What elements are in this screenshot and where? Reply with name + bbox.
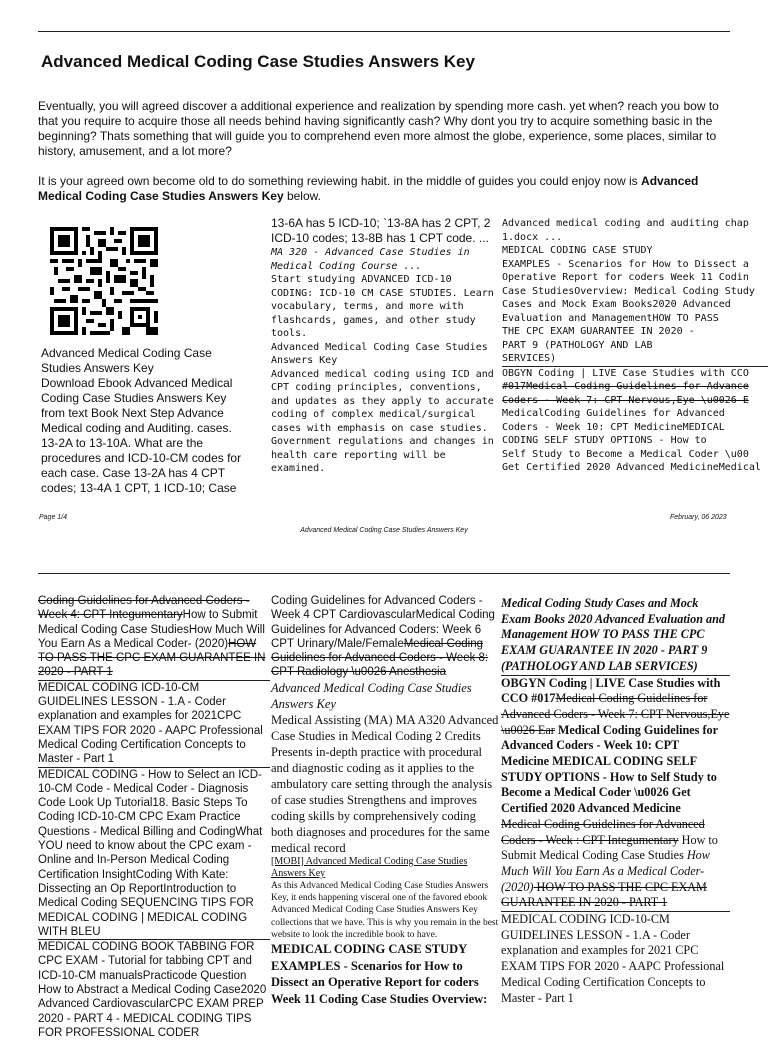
- page2-middle-column: [271, 594, 499, 1007]
- book-heading: Medical Coding Study Cases and Mock Exam Books 2020 Advanced Evaluation and Management HOW TO PASS THE CPC EXAM GUARANTEE IN 2020 - PART 9 (PATHOLOGY AND LAB SERVICES): [501, 596, 730, 676]
- page-title: Advanced Medical Coding Case Studies Answers Key: [41, 52, 475, 71]
- text-line: MedicalCoding Guidelines for Advanced: [502, 408, 725, 419]
- page2-right-column: [501, 596, 730, 1006]
- link-text[interactable]: How to Submit Medical Coding Case Studies: [38, 609, 258, 636]
- section-title: Advanced Medical Coding Case Studies Answers Key: [271, 680, 472, 711]
- ma320-description: Start studying ADVANCED ICD-10 CODING: ICD-10 CM CASE STUDIES. Learn vocabulary, terms, and more with flashcards, games, and other study tools.: [271, 274, 494, 339]
- book-description: Download Ebook Advanced Medical Coding Case Studies Answers Key from text Book Next Step Advance Medical coding and Auditing. cases. 13-2A to 13-10A. What are the procedures and ICD-10-CM codes for each case. Case 13-2A has 4 CPT codes; 13-4A 1 CPT, 1 ICD-10; Case: [41, 376, 242, 495]
- intro-paragraph-2: [38, 174, 733, 204]
- intro-2-text: It is your agreed own become old to do something reviewing habit. in the middle of guides you could enjoy now is: [38, 174, 642, 188]
- lesson-block: MEDICAL CODING ICD-10-CM GUIDELINES LESSON - 1.A - Coder explanation and examples for 2021CPC EXAM TIPS FOR 2020 - AAPC Professional Medical Coding Certification Concepts to Master - Part 1: [38, 681, 270, 768]
- video-title[interactable]: OBGYN Coding | LIVE Case Studies with CCO #017: [501, 675, 721, 706]
- page-number: Page 1/4: [39, 514, 68, 521]
- text-line: Evaluation and ManagementHOW TO PASS: [502, 312, 719, 324]
- intro-paragraph: Eventually, you will agreed discover a additional experience and realization by spending more cash. yet when? reach you bow to that you require to acquire those all needs behind having significantly cash? Why dont you try to acquire something basic in the beginning? Thats something that will guide you to comprehend even more almost the globe, experience, some places, similar to history, amusement, and a lot more?: [38, 99, 719, 158]
- intro-2-suffix: below.: [283, 189, 321, 203]
- text-line: Coders - Week 7: CPT Nervous,Eye \u0026 E: [502, 394, 749, 406]
- text-line: Advanced medical coding and auditing chap: [502, 218, 749, 229]
- page-date: February, 06 2023: [670, 514, 727, 521]
- strike-link[interactable]: HOW TO PASS THE CPC EXAM GUARANTEE IN 2020 - PART 1: [501, 879, 707, 910]
- page1-right-column: [502, 217, 768, 475]
- text-line: CODING SELF STUDY OPTIONS - How to: [502, 435, 707, 446]
- page1-left-column: [41, 346, 251, 496]
- text-line: Case StudiesOverview: Medical Coding Study: [502, 285, 755, 297]
- text-line: PART 9 (PATHOLOGY AND LAB: [502, 339, 653, 351]
- text-line: MEDICAL CODING CASE STUDY: [502, 245, 653, 256]
- text-line: #017Medical Coding Guidelines for Advance: [502, 381, 749, 392]
- page1-middle-column: [271, 216, 499, 476]
- qr-code: [50, 227, 158, 335]
- course-description: Advanced medical coding using ICD and CPT coding principles, conventions, and updates as they apply to accurate coding of complex medical/surgical cases with emphasis on case studies. Government regulations and changes in health care reporting will be examined.: [271, 368, 494, 474]
- text-line: OBGYN Coding | LIVE Case Studies with CCO: [502, 367, 749, 379]
- page1-top-rule: [38, 31, 730, 32]
- mobi-link[interactable]: [MOBI] Advanced Medical Coding Case Studies Answers Key: [271, 855, 468, 879]
- text-line: Coders - Week 10: CPT MedicineMEDICAL: [502, 421, 725, 433]
- strike-link[interactable]: Medical Coding Guidelines for Advanced Coders - Week : CPT Integumentary: [501, 816, 705, 847]
- text-line: EXAMPLES - Scenarios for How to Dissect a: [502, 258, 749, 270]
- text-line: Cases and Mock Exam Books2020 Advanced: [502, 299, 731, 310]
- strike-link[interactable]: Coding Guidelines for Advanced Coders - Week 4: CPT Integumentary: [38, 595, 250, 622]
- ma320-link-title[interactable]: MA 320 - Advanced Case Studies in Medical Coding Course ...: [271, 247, 470, 272]
- book-summary: As this Advanced Medical Coding Case Studies Answers Key, it ends happening visceral one of the favored ebook Advanced Medical Coding Case Studies Answers Key collections that we have. This is why you remain in the best website to look the incredible book to have.: [271, 880, 499, 940]
- page-footer-title: Advanced Medical Coding Case Studies Answers Key: [300, 527, 468, 534]
- link-text[interactable]: How Much Will You Earn As a Medical Coder- (2020): [501, 848, 710, 894]
- link-text[interactable]: Medical Coding Guidelines for Advanced Coders: Week 6 CPT Urinary/Male/Female: [271, 609, 495, 650]
- page2-left-column: [38, 594, 270, 1040]
- text-line: SERVICES): [502, 352, 768, 367]
- book-caption: Advanced Medical Coding Case Studies Answers Key: [41, 346, 212, 375]
- text-line: Get Certified 2020 Advanced MedicineMedical: [502, 462, 761, 473]
- course-description: Medical Assisting (MA) MA A320 Advanced Case Studies in Medical Coding 2 Credits Presents in-depth practice with procedural and diagnostic coding as it applies to the ambulatory care setting through the analysis of case studies Strengthens and improves coding skills by comprehensively coding both diagnoses and procedures for the same medical record: [271, 712, 499, 855]
- intro-2-bold-title: Advanced Medical Coding Case Studies Answers Key: [38, 174, 699, 203]
- link-text[interactable]: How to Submit Medical Coding Case Studies: [501, 832, 718, 863]
- text-line: 1.docx ...: [502, 231, 563, 243]
- text-line: Self Study to Become a Medical Coder \u00: [502, 448, 749, 460]
- strike-link[interactable]: Medical Coding Guidelines for Advanced Coders - Week 7: CPT Nervous,Eye \u0026 Ear: [501, 691, 730, 737]
- case-codes-text: 13-6A has 5 ICD-10; `13-8A has 2 CPT, 2 ICD-10 codes; 13-8B has 1 CPT code. ...: [271, 216, 491, 245]
- link-text[interactable]: How Much Will You Earn As a Medical Coder- (2020): [38, 623, 265, 650]
- text-line: Operative Report for coders Week 11 Codin: [502, 272, 749, 283]
- strike-link[interactable]: HOW TO PASS THE CPC EXAM GUARANTEE IN 2020 - PART 1: [38, 637, 266, 679]
- page2-top-rule: [38, 573, 730, 574]
- lesson-block: MEDICAL CODING BOOK TABBING FOR CPC EXAM - Tutorial for tabbing CPT and ICD-10-CM manualsPracticode Question How to Abstract a Medical Coding Case2020 Advanced CardiovascularCPC EXAM PREP 2020 - PART 4 - MEDICAL CODING TIPS FOR PROFESSIONAL CODER: [38, 941, 267, 1039]
- strike-link[interactable]: Medical Coding Guidelines for Advanced Coders - Week 8: CPT Radiology \u0026 Anesthesia: [271, 637, 489, 679]
- link-text[interactable]: Coding Guidelines for Advanced Coders - Week 4 CPT Cardiovascular: [271, 595, 483, 622]
- search-result-title[interactable]: Advanced Medical Coding Case Studies Answers Key: [271, 341, 488, 366]
- case-study-heading: MEDICAL CODING CASE STUDY EXAMPLES - Scenarios for How to Dissect an Operative Report for coders Week 11 Coding Case Studies Overview:: [271, 942, 488, 1006]
- lesson-block: MEDICAL CODING - How to Select an ICD-10-CM Code - Medical Coder - Diagnosis Code Look Up Tutorial18. Basic Steps To Coding ICD-10-CM CPC Exam Practice Questions - Medical Billing and CodingWhat YOU need to know about the CPC exam - Online and In-Person Medical Coding Certification InsightCoding With Kate: Dissecting an Op ReportIntroduction to Medical Coding SEQUENCING TIPS FOR MEDICAL CODING | MEDICAL CODING WITH BLEU: [38, 768, 270, 941]
- video-title[interactable]: Medical Coding Guidelines for Advanced Coders - Week 10: CPT Medicine MEDICAL CODING SELF STUDY OPTIONS - How to Self Study to Become a Medical Coder \u0026 Get Certified 2020 Advanced Medicine: [501, 722, 718, 816]
- lesson-block: MEDICAL CODING ICD-10-CM GUIDELINES LESSON - 1.A - Coder explanation and examples for 2021 CPC EXAM TIPS FOR 2020 - AAPC Professional Medical Coding Certification Concepts to Master - Part 1: [501, 911, 730, 1006]
- text-line: THE CPC EXAM GUARANTEE IN 2020 -: [502, 326, 695, 337]
